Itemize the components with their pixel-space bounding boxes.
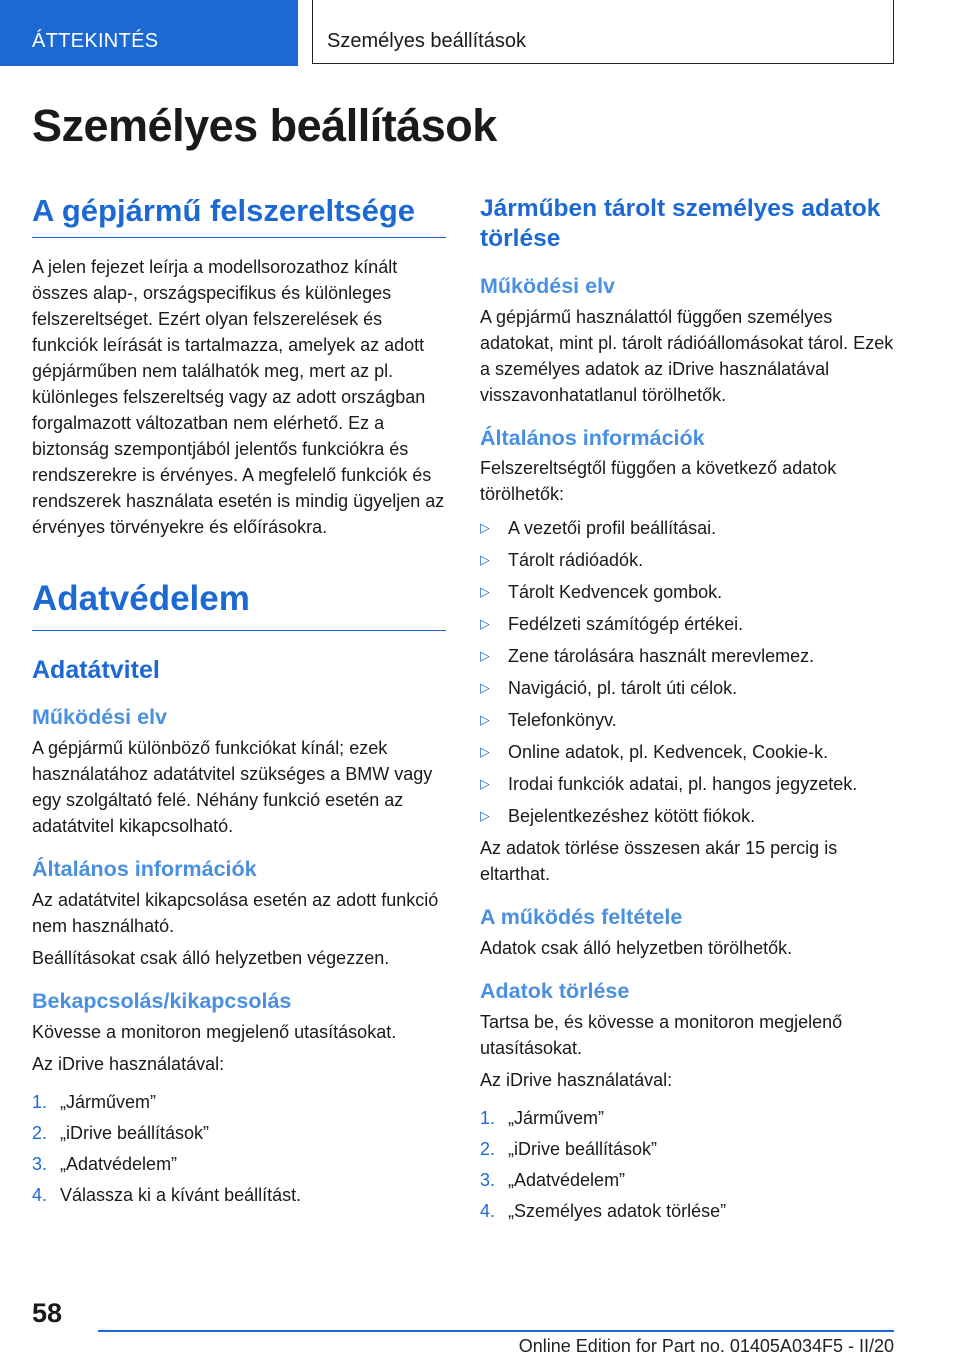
list-item — [32, 1120, 446, 1146]
bullet-text: Tárolt Kedvencek gombok. — [508, 582, 723, 603]
header-section-label: Személyes beállítások — [327, 30, 526, 52]
left-steps-list — [32, 1089, 446, 1208]
step-number: 3. — [32, 1153, 48, 1174]
list-item — [480, 515, 894, 541]
list-item — [480, 1167, 894, 1193]
heading-adatatvitel: Adatátvitel — [32, 656, 160, 685]
torles-text-1: Tartsa be, és kövesse a monitoron megjelenő utasításokat. — [480, 1011, 843, 1058]
left-column — [32, 192, 446, 1208]
heading-bekapcsolas: Bekapcsolás/kikapcsolás — [32, 988, 292, 1013]
bullet-text: Bejelentkezéshez kötött fiókok. — [508, 806, 756, 827]
list-item — [480, 675, 894, 701]
step-text: „Személyes adatok törlése” — [508, 1200, 727, 1221]
deletable-data-list — [480, 515, 894, 829]
bullet-triangle-icon: ▷ — [480, 808, 490, 824]
bullet-text: Zene tárolására használt merevlemez. — [508, 646, 815, 667]
heading-adatok-torlese: Adatok törlése — [480, 979, 630, 1004]
bullet-text: A vezetői profil beállításai. — [508, 518, 717, 539]
felszereltseg-text: A jelen fejezet leírja a modellsorozathoz kínált összes alap-, országspecifikus és különleges felszereltséget. Ezért olyan felszerelések és funkciók leírását is tartalmazza, amelyek az adott gépjárműben nem találhatók meg, mert az pl. különleges felszereltség vagy az adott országban forgalmazott változatban nem elérhető. Ez a biztonság szempontjából jelentős funkciókra és rendszerekre is érvényes. A megfelelő funkciók és rendszerek használata esetén is mindig ügyeljen az érvényes törvényekre és előírásokra. — [32, 257, 445, 538]
bullet-text: Telefonkönyv. — [508, 710, 617, 731]
altalanos-right-text: Felszereltségtől függően a következő adatok törölhetők: — [480, 458, 837, 505]
list-item — [480, 1105, 894, 1131]
bullet-text: Online adatok, pl. Kedvencek, Cookie-k. — [508, 742, 829, 763]
section-title-torles: Járműben tárolt személyes adatok törlése — [480, 195, 881, 252]
bullet-triangle-icon: ▷ — [480, 776, 490, 792]
step-text: „Adatvédelem” — [60, 1153, 178, 1174]
bullet-text: Navigáció, pl. tárolt úti célok. — [508, 678, 738, 699]
step-number: 1. — [32, 1091, 48, 1112]
altalanos-text-2: Beállításokat csak álló helyzetben végezzen. — [32, 947, 390, 968]
section-title-adatvedelem: Adatvédelem — [32, 578, 446, 631]
bekapcs-text-1: Kövesse a monitoron megjelenő utasításokat. — [32, 1021, 397, 1042]
header-chapter-box — [312, 0, 894, 64]
list-item — [32, 1151, 446, 1177]
bullet-text: Tárolt rádióadók. — [508, 550, 644, 571]
torles-ido-text: Az adatok törlése összesen akár 15 percig is eltarthat. — [480, 838, 838, 885]
step-number: 4. — [480, 1200, 496, 1221]
heading-mukodesi-elv: Működési elv — [32, 705, 168, 730]
bullet-triangle-icon: ▷ — [480, 712, 490, 728]
list-item — [480, 1198, 894, 1224]
list-item — [32, 1182, 446, 1208]
list-item — [480, 547, 894, 573]
list-item — [480, 579, 894, 605]
step-text: „iDrive beállítások” — [508, 1138, 658, 1159]
footer-edition: Online Edition for Part no. 01405A034F5 - II/20 — [518, 1336, 894, 1356]
torles-text-2: Az iDrive használatával: — [480, 1069, 673, 1090]
list-item — [480, 707, 894, 733]
heading-mukodes-feltetele: A működés feltétele — [480, 905, 683, 930]
heading-altalanos-right: Általános információk — [480, 425, 705, 450]
altalanos-text-1: Az adatátvitel kikapcsolása esetén az adott funkció nem használható. — [32, 889, 439, 936]
heading-altalanos-informaciok: Általános információk — [32, 856, 257, 881]
bullet-triangle-icon: ▷ — [480, 616, 490, 632]
step-number: 1. — [480, 1107, 496, 1128]
list-item — [480, 611, 894, 637]
bullet-triangle-icon: ▷ — [480, 680, 490, 696]
right-column — [480, 194, 894, 1224]
bullet-text: Irodai funkciók adatai, pl. hangos jegyzetek. — [508, 774, 858, 795]
mukodesi-elv-right-text: A gépjármű használattól függően személyes adatokat, mint pl. tárolt rádióállomásokat tárol. Ezek a személyes adatok az iDrive használatával visszavonhatatlanul törölhetők. — [480, 306, 894, 405]
list-item — [480, 1136, 894, 1162]
section-title-felszereltseg: A gépjármű felszereltsége — [32, 192, 446, 238]
step-number: 2. — [480, 1138, 496, 1159]
footer-divider — [98, 1330, 894, 1332]
header-section-tab[interactable] — [0, 0, 298, 66]
step-number: 4. — [32, 1184, 48, 1205]
step-number: 3. — [480, 1169, 496, 1190]
step-text: Válassza ki a kívánt beállítást. — [60, 1184, 302, 1205]
list-item — [480, 739, 894, 765]
page-number: 58 — [32, 1298, 63, 1328]
step-text: „Járművem” — [60, 1091, 157, 1112]
step-number: 2. — [32, 1122, 48, 1143]
bullet-triangle-icon: ▷ — [480, 552, 490, 568]
list-item — [480, 771, 894, 797]
mukodesi-elv-text: A gépjármű különböző funkciókat kínál; ezek használatához adatátvitel szükséges a BMW vagy egy szolgáltató felé. Néhány funkció esetén az adatátvitel kikapcsolható. — [32, 737, 433, 836]
bekapcs-text-2: Az iDrive használatával: — [32, 1053, 225, 1074]
bullet-triangle-icon: ▷ — [480, 584, 490, 600]
header-tab-label: ÁTTEKINTÉS — [32, 30, 159, 52]
list-item — [32, 1089, 446, 1115]
bullet-text: Fedélzeti számítógép értékei. — [508, 614, 744, 635]
heading-mukodesi-elv-right: Működési elv — [480, 273, 616, 298]
list-item — [480, 803, 894, 829]
right-steps-list — [480, 1105, 894, 1224]
bullet-triangle-icon: ▷ — [480, 744, 490, 760]
list-item — [480, 643, 894, 669]
step-text: „iDrive beállítások” — [60, 1122, 210, 1143]
bullet-triangle-icon: ▷ — [480, 520, 490, 536]
step-text: „Adatvédelem” — [508, 1169, 626, 1190]
step-text: „Járművem” — [508, 1107, 605, 1128]
bullet-triangle-icon: ▷ — [480, 648, 490, 664]
page-title: Személyes beállítások — [32, 100, 497, 151]
feltetel-text: Adatok csak álló helyzetben törölhetők. — [480, 938, 793, 959]
